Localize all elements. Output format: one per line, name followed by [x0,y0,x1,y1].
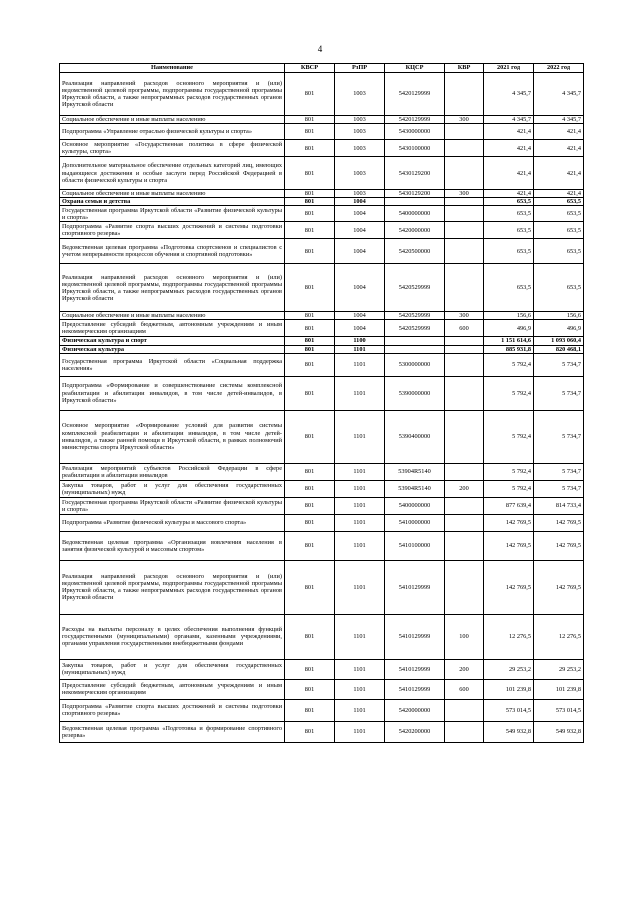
cell-kvsr: 801 [285,312,335,320]
cell-rzpr: 1004 [335,239,385,264]
cell-2022: 142 769,5 [534,514,584,531]
cell-kvsr: 801 [285,222,335,239]
cell-name: Охрана семьи и детства [60,198,285,206]
cell-kvr [445,157,484,190]
table-row [60,239,584,264]
table-row [60,190,584,198]
cell-kvr [445,124,484,140]
cell-kvr [445,514,484,531]
cell-rzpr: 1101 [335,560,385,614]
cell-name: Подпрограмма «Развитие физической культуры и массового спорта» [60,514,285,531]
cell-kcsr: 5400000000 [385,206,445,222]
cell-2021: 5 792,4 [484,410,534,463]
cell-name: Подпрограмма «Развитие спорта высших достижений и системы подготовки спортивного резерва» [60,222,285,239]
cell-kvr [445,264,484,312]
cell-rzpr: 1101 [335,614,385,659]
cell-2021: 5 792,4 [484,376,534,410]
table-body [60,73,584,743]
cell-kcsr [385,198,445,206]
cell-kvsr: 801 [285,679,335,699]
cell-kvsr: 801 [285,320,335,337]
cell-2021: 653,5 [484,198,534,206]
cell-kvr: 100 [445,614,484,659]
cell-2022: 653,5 [534,239,584,264]
cell-kcsr: 5420129999 [385,116,445,124]
cell-2021: 496,9 [484,320,534,337]
cell-2021: 653,5 [484,239,534,264]
cell-kcsr: 5390400000 [385,410,445,463]
cell-name: Основное мероприятие «Формирование условий для развития системы комплексной реабилитации и абилитации инвалидов, в том числе детей-инвалидов, а также ранней помощи в Иркутской области, в рамках полномочий министерства спорта Иркутской области» [60,410,285,463]
cell-kcsr: 5420200000 [385,721,445,742]
cell-name: Расходы на выплаты персоналу в целях обеспечения выполнения функций государственными (муниципальными) органами, казенными учреждениями, органами управления государственными внебюджетными фондами [60,614,285,659]
cell-2022: 496,9 [534,320,584,337]
cell-kvsr: 801 [285,699,335,721]
cell-2022: 653,5 [534,198,584,206]
cell-2022: 421,4 [534,124,584,140]
cell-2021: 29 253,2 [484,659,534,679]
table-row [60,699,584,721]
cell-2022: 421,4 [534,140,584,157]
cell-rzpr: 1003 [335,190,385,198]
cell-rzpr: 1004 [335,312,385,320]
cell-kvsr: 801 [285,497,335,514]
table-row [60,157,584,190]
cell-kvr [445,699,484,721]
cell-name: Социальное обеспечение и иные выплаты населению [60,190,285,198]
cell-kcsr: 5410100000 [385,531,445,560]
cell-kcsr: 5420000000 [385,699,445,721]
cell-kvr [445,206,484,222]
cell-kvsr: 801 [285,140,335,157]
cell-2021: 653,5 [484,206,534,222]
cell-2021: 12 276,5 [484,614,534,659]
cell-2022: 5 734,7 [534,463,584,480]
cell-2022: 653,5 [534,264,584,312]
cell-kvsr: 801 [285,116,335,124]
table-row [60,376,584,410]
cell-2022: 5 734,7 [534,410,584,463]
cell-rzpr: 1101 [335,353,385,376]
cell-2021: 877 639,4 [484,497,534,514]
table-row [60,410,584,463]
cell-2021: 653,5 [484,222,534,239]
cell-kvsr: 801 [285,337,335,345]
cell-2022: 421,4 [534,157,584,190]
table-row [60,320,584,337]
cell-rzpr: 1004 [335,198,385,206]
cell-kcsr: 53904R5140 [385,463,445,480]
cell-kvr [445,721,484,742]
cell-rzpr: 1004 [335,264,385,312]
cell-name: Реализация мероприятий субъектов Российской Федерации в сфере реабилитации и абилитации инвалидов [60,463,285,480]
cell-kvsr: 801 [285,514,335,531]
cell-kvsr: 801 [285,239,335,264]
cell-name: Социальное обеспечение и иные выплаты населению [60,116,285,124]
table-row [60,679,584,699]
cell-kvsr: 801 [285,345,335,353]
cell-2021: 421,4 [484,190,534,198]
cell-2022: 814 733,4 [534,497,584,514]
cell-rzpr: 1003 [335,140,385,157]
cell-kvsr: 801 [285,353,335,376]
cell-name: Реализация направлений расходов основного мероприятия и (или) ведомственной целевой программы, подпрограммы государственной программы Иркутской области, а также непрограммных расходов государственных органов Иркутской области [60,264,285,312]
cell-2021: 573 014,5 [484,699,534,721]
table-row [60,463,584,480]
header-kcsr: КЦСР [385,64,445,73]
cell-name: Социальное обеспечение и иные выплаты населению [60,312,285,320]
cell-kvr: 300 [445,312,484,320]
cell-name: Предоставление субсидий бюджетным, автономным учреждениям и иным некоммерческим организациям [60,320,285,337]
cell-kvr [445,337,484,345]
cell-kcsr: 5410129999 [385,679,445,699]
cell-kvsr: 801 [285,480,335,497]
cell-kcsr: 5420500000 [385,239,445,264]
cell-kvsr: 801 [285,264,335,312]
cell-kvsr: 801 [285,157,335,190]
table-row [60,514,584,531]
cell-name: Ведомственная целевая программа «Подготовка и формирование спортивного резерва» [60,721,285,742]
cell-kcsr: 5420529999 [385,264,445,312]
cell-kcsr [385,337,445,345]
table-row [60,345,584,353]
cell-kvsr: 801 [285,721,335,742]
cell-2021: 4 345,7 [484,73,534,116]
cell-rzpr: 1004 [335,222,385,239]
cell-kcsr: 5420529999 [385,312,445,320]
table-row [60,198,584,206]
cell-rzpr: 1101 [335,463,385,480]
cell-rzpr: 1003 [335,116,385,124]
header-2021: 2021 год [484,64,534,73]
cell-name: Ведомственная целевая программа «Организация вовлечения населения в занятия физической культурой и массовым спортом» [60,531,285,560]
cell-kvsr: 801 [285,614,335,659]
cell-kcsr: 5410000000 [385,514,445,531]
cell-rzpr: 1003 [335,124,385,140]
cell-kvsr: 801 [285,410,335,463]
table-row [60,659,584,679]
cell-kvr: 200 [445,480,484,497]
cell-2021: 885 931,8 [484,345,534,353]
budget-table [59,63,584,743]
cell-kcsr: 5410129999 [385,560,445,614]
cell-kcsr: 5420529999 [385,320,445,337]
cell-2022: 653,5 [534,222,584,239]
cell-kvr [445,140,484,157]
cell-name: Реализация направлений расходов основного мероприятия и (или) ведомственной целевой программы, подпрограммы государственной программы Иркутской области, а также непрограммных расходов государственных органов Иркутской области [60,73,285,116]
cell-kcsr: 5430100000 [385,140,445,157]
cell-2022: 5 734,7 [534,353,584,376]
cell-name: Государственная программа Иркутской области «Развитие физической культуры и спорта» [60,206,285,222]
header-name: Наименование [60,64,285,73]
table-row [60,560,584,614]
cell-kvsr: 801 [285,560,335,614]
header-rzpr: РзПР [335,64,385,73]
cell-2021: 421,4 [484,140,534,157]
cell-2021: 142 769,5 [484,560,534,614]
cell-kvr: 300 [445,116,484,124]
table-row [60,222,584,239]
cell-name: Подпрограмма «Развитие спорта высших достижений и системы подготовки спортивного резерва» [60,699,285,721]
cell-2022: 142 769,5 [534,531,584,560]
cell-kcsr: 5430129200 [385,157,445,190]
cell-kvsr: 801 [285,531,335,560]
cell-kcsr: 5430129200 [385,190,445,198]
table-row [60,140,584,157]
table-row [60,480,584,497]
cell-kvr [445,345,484,353]
table-row [60,312,584,320]
cell-kcsr [385,345,445,353]
cell-rzpr: 1003 [335,73,385,116]
cell-2021: 142 769,5 [484,514,534,531]
cell-2021: 653,5 [484,264,534,312]
table-row [60,614,584,659]
cell-kvr [445,560,484,614]
cell-kvsr: 801 [285,376,335,410]
cell-kvr [445,353,484,376]
cell-2021: 4 345,7 [484,116,534,124]
cell-kvr: 200 [445,659,484,679]
cell-2022: 820 468,1 [534,345,584,353]
cell-name: Физическая культура [60,345,285,353]
table-row [60,531,584,560]
cell-2022: 4 345,7 [534,73,584,116]
cell-kvr [445,531,484,560]
cell-2022: 5 734,7 [534,376,584,410]
cell-2022: 653,5 [534,206,584,222]
cell-kvsr: 801 [285,206,335,222]
cell-2021: 5 792,4 [484,353,534,376]
table-row [60,353,584,376]
cell-name: Физическая культура и спорт [60,337,285,345]
cell-2022: 101 239,8 [534,679,584,699]
cell-2022: 29 253,2 [534,659,584,679]
cell-kcsr: 5390000000 [385,376,445,410]
header-kvr: КВР [445,64,484,73]
cell-2022: 4 345,7 [534,116,584,124]
cell-kvsr: 801 [285,198,335,206]
table-row [60,721,584,742]
cell-2021: 5 792,4 [484,463,534,480]
cell-2021: 101 239,8 [484,679,534,699]
cell-kcsr: 5400000000 [385,497,445,514]
cell-rzpr: 1101 [335,497,385,514]
cell-2021: 1 151 614,6 [484,337,534,345]
cell-name: Подпрограмма «Формирование и совершенствование системы комплексной реабилитации и абилитации инвалидов, в том числе детей-инвалидов, в Иркутской области» [60,376,285,410]
cell-name: Реализация направлений расходов основного мероприятия и (или) ведомственной целевой программы, подпрограммы государственной программы Иркутской области, а также непрограммных расходов государственных органов Иркутской области [60,560,285,614]
cell-kvr: 600 [445,320,484,337]
cell-kcsr: 53904R5140 [385,480,445,497]
header-kvsr: КВСР [285,64,335,73]
cell-rzpr: 1101 [335,480,385,497]
cell-2021: 5 792,4 [484,480,534,497]
cell-kcsr: 5420129999 [385,73,445,116]
cell-kvsr: 801 [285,124,335,140]
cell-kcsr: 5430000000 [385,124,445,140]
cell-kcsr: 5410129999 [385,659,445,679]
cell-2021: 156,6 [484,312,534,320]
table-row [60,73,584,116]
cell-2022: 1 093 060,4 [534,337,584,345]
table-row [60,124,584,140]
cell-2022: 573 014,5 [534,699,584,721]
cell-kvr [445,410,484,463]
cell-rzpr: 1101 [335,376,385,410]
cell-kvr [445,239,484,264]
cell-rzpr: 1004 [335,320,385,337]
table-row [60,206,584,222]
cell-kcsr: 5300000000 [385,353,445,376]
cell-kvr [445,222,484,239]
cell-rzpr: 1003 [335,157,385,190]
cell-2021: 421,4 [484,124,534,140]
cell-rzpr: 1004 [335,206,385,222]
cell-kvsr: 801 [285,190,335,198]
cell-kvsr: 801 [285,659,335,679]
cell-kvr: 600 [445,679,484,699]
cell-name: Основное мероприятие «Государственная политика в сфере физической культуры, спорта» [60,140,285,157]
cell-name: Предоставление субсидий бюджетным, автономным учреждениям и иным некоммерческим организациям [60,679,285,699]
cell-2021: 549 932,8 [484,721,534,742]
cell-kcsr: 5420000000 [385,222,445,239]
cell-kvr [445,497,484,514]
cell-rzpr: 1100 [335,337,385,345]
cell-2022: 142 769,5 [534,560,584,614]
cell-2021: 421,4 [484,157,534,190]
cell-name: Ведомственная целевая программа «Подготовка спортсменов и специалистов с учетом непрерывности процессов обучения и спортивной подготовки» [60,239,285,264]
cell-2022: 12 276,5 [534,614,584,659]
cell-2022: 156,6 [534,312,584,320]
cell-rzpr: 1101 [335,410,385,463]
header-2022: 2022 год [534,64,584,73]
cell-kvr [445,463,484,480]
page-number: 4 [317,44,323,54]
cell-kvr [445,376,484,410]
cell-kvr [445,73,484,116]
cell-name: Закупка товаров, работ и услуг для обеспечения государственных (муниципальных) нужд [60,480,285,497]
cell-2022: 5 734,7 [534,480,584,497]
cell-2022: 549 932,8 [534,721,584,742]
table-row [60,337,584,345]
cell-kvsr: 801 [285,73,335,116]
table-row [60,264,584,312]
cell-rzpr: 1101 [335,531,385,560]
cell-rzpr: 1101 [335,699,385,721]
cell-name: Государственная программа Иркутской области «Развитие физической культуры и спорта» [60,497,285,514]
cell-kvr: 300 [445,190,484,198]
cell-rzpr: 1101 [335,679,385,699]
cell-kvr [445,198,484,206]
cell-2021: 142 769,5 [484,531,534,560]
cell-rzpr: 1101 [335,721,385,742]
cell-kvsr: 801 [285,463,335,480]
cell-name: Подпрограмма «Управление отраслью физической культуры и спорта» [60,124,285,140]
cell-name: Закупка товаров, работ и услуг для обеспечения государственных (муниципальных) нужд [60,659,285,679]
cell-rzpr: 1101 [335,659,385,679]
cell-rzpr: 1101 [335,345,385,353]
cell-name: Дополнительное материальное обеспечение отдельных категорий лиц, имеющих выдающиеся достижения и особые заслуги перед Российской Федерацией в области физической культуры и спорта [60,157,285,190]
table-header-row [60,64,584,73]
cell-kcsr: 5410129999 [385,614,445,659]
cell-2022: 421,4 [534,190,584,198]
cell-name: Государственная программа Иркутской области «Социальная поддержка населения» [60,353,285,376]
cell-rzpr: 1101 [335,514,385,531]
table-row [60,497,584,514]
table-row [60,116,584,124]
